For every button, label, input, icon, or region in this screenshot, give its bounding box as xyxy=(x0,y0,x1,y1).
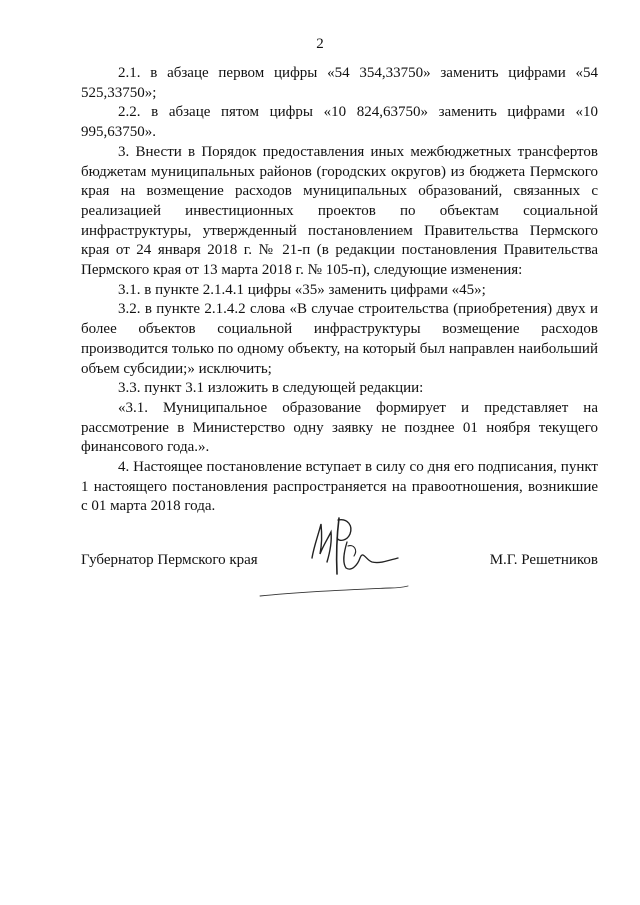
paragraph-3: 3. Внести в Порядок предоставления иных межбюджетных трансфертов бюджетам муниципальных районов (городских округов) из бюджета Пермского края на возмещение расходов муниципальных образований, связанных с реализацией инвестиционных проектов по объектам социальной инфраструктуры, утвержденный постановлением Правительства Пермского края от 24 января 2018 г. № 21-п (в редакции постановления Правительства Пермского края от 13 марта 2018 г. № 105-п), следующие изменения: xyxy=(81,143,598,279)
signature-block xyxy=(81,552,598,582)
paragraph-2-2: 2.2. в абзаце пятом цифры «10 824,63750» заменить цифрами «10 995,63750». xyxy=(81,104,598,141)
paragraph-4: 4. Настоящее постановление вступает в силу со дня его подписания, пункт 1 настоящего постановления распространяется на правоотношения, возникшие с 01 марта 2018 года. xyxy=(81,459,598,515)
document-body xyxy=(81,64,598,517)
signer-name: М.Г. Решетников xyxy=(489,552,598,568)
page-number: 2 xyxy=(316,36,324,52)
paragraph-3-3: 3.3. пункт 3.1 изложить в следующей редакции: xyxy=(118,380,424,397)
paragraph-2-1: 2.1. в абзаце первом цифры «54 354,33750» заменить цифрами «54 525,33750»; xyxy=(81,65,598,101)
paragraph-3-1: 3.1. в пункте 2.1.4.1 цифры «35» заменить цифрами «45»; xyxy=(118,281,486,298)
paragraph-quote-3-1: «3.1. Муниципальное образование формирует и представляет на рассмотрение в Министерство одну заявку не позднее 01 ноября текущего финансового года.». xyxy=(81,399,598,456)
paragraph-3-2: 3.2. в пункте 2.1.4.2 слова «В случае строительства (приобретения) двух и более объектов социальной инфраструктуры возмещение расходов производится только по одному объекту, на который был направлен наибольший объем субсидии;» исключить; xyxy=(81,301,598,377)
signer-title: Губернатор Пермского края xyxy=(81,552,258,568)
